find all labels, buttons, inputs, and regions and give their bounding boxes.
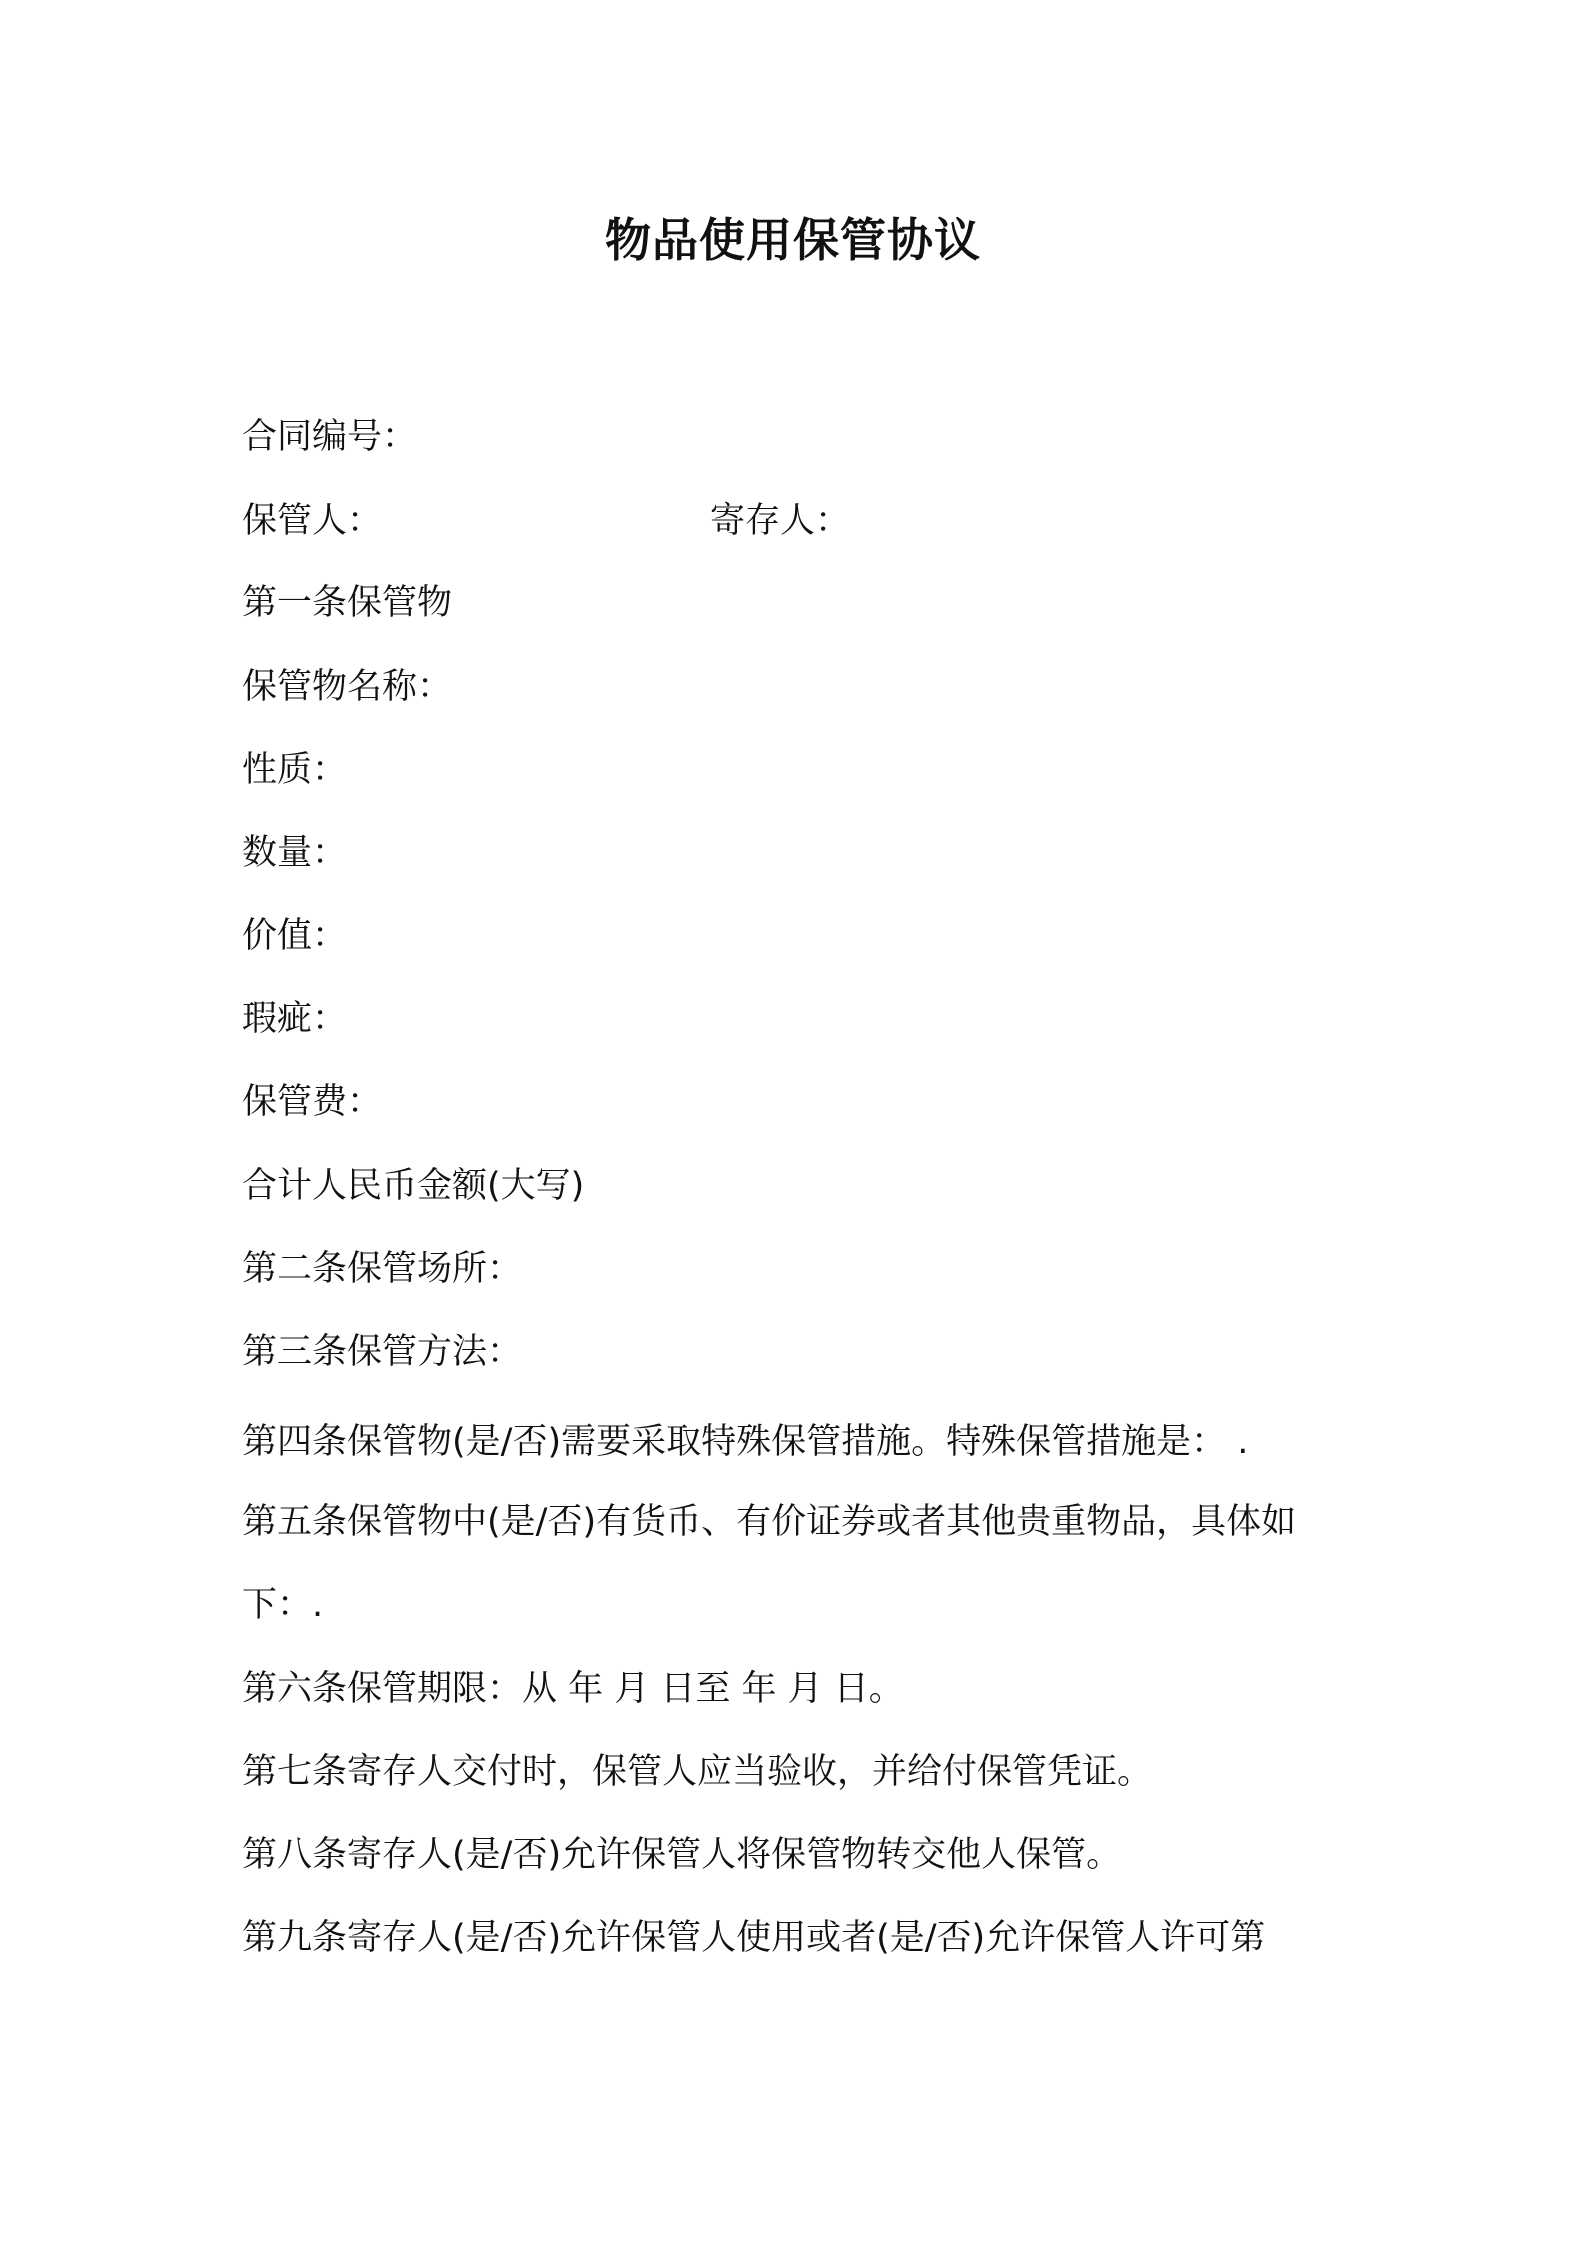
item-name-label: 保管物名称： [242,667,453,707]
article-1-heading: 第一条保管物 [242,583,453,623]
article-7: 第七条寄存人交付时，保管人应当验收，并给付保管凭证。 [242,1752,1153,1792]
article-5-line-2: 下：. [242,1585,324,1625]
article-3: 第三条保管方法： [242,1332,523,1372]
article-9-line-1: 第九条寄存人(是/否)允许保管人使用或者(是/否)允许保管人许可第 [242,1918,1266,1958]
article-8: 第八条寄存人(是/否)允许保管人将保管物转交他人保管。 [242,1835,1122,1875]
custodian-label: 保管人： [242,501,383,541]
total-rmb-label: 合计人民币金额(大写) [242,1166,585,1206]
article-5-line-1: 第五条保管物中(是/否)有货币、有价证券或者其他贵重物品，具体如 [242,1502,1297,1542]
depositor-label: 寄存人： [710,501,851,541]
defects-label: 瑕疵： [242,999,348,1039]
article-6: 第六条保管期限：从 年 月 日至 年 月 日。 [242,1669,904,1709]
fee-label: 保管费： [242,1082,383,1122]
document-title: 物品使用保管协议 [605,213,981,267]
nature-label: 性质： [242,750,348,790]
article-4: 第四条保管物(是/否)需要采取特殊保管措施。特殊保管措施是： . [242,1422,1249,1462]
value-label: 价值： [242,916,348,956]
article-2: 第二条保管场所： [242,1249,523,1289]
quantity-label: 数量： [242,833,348,873]
contract-number-label: 合同编号： [242,417,418,457]
